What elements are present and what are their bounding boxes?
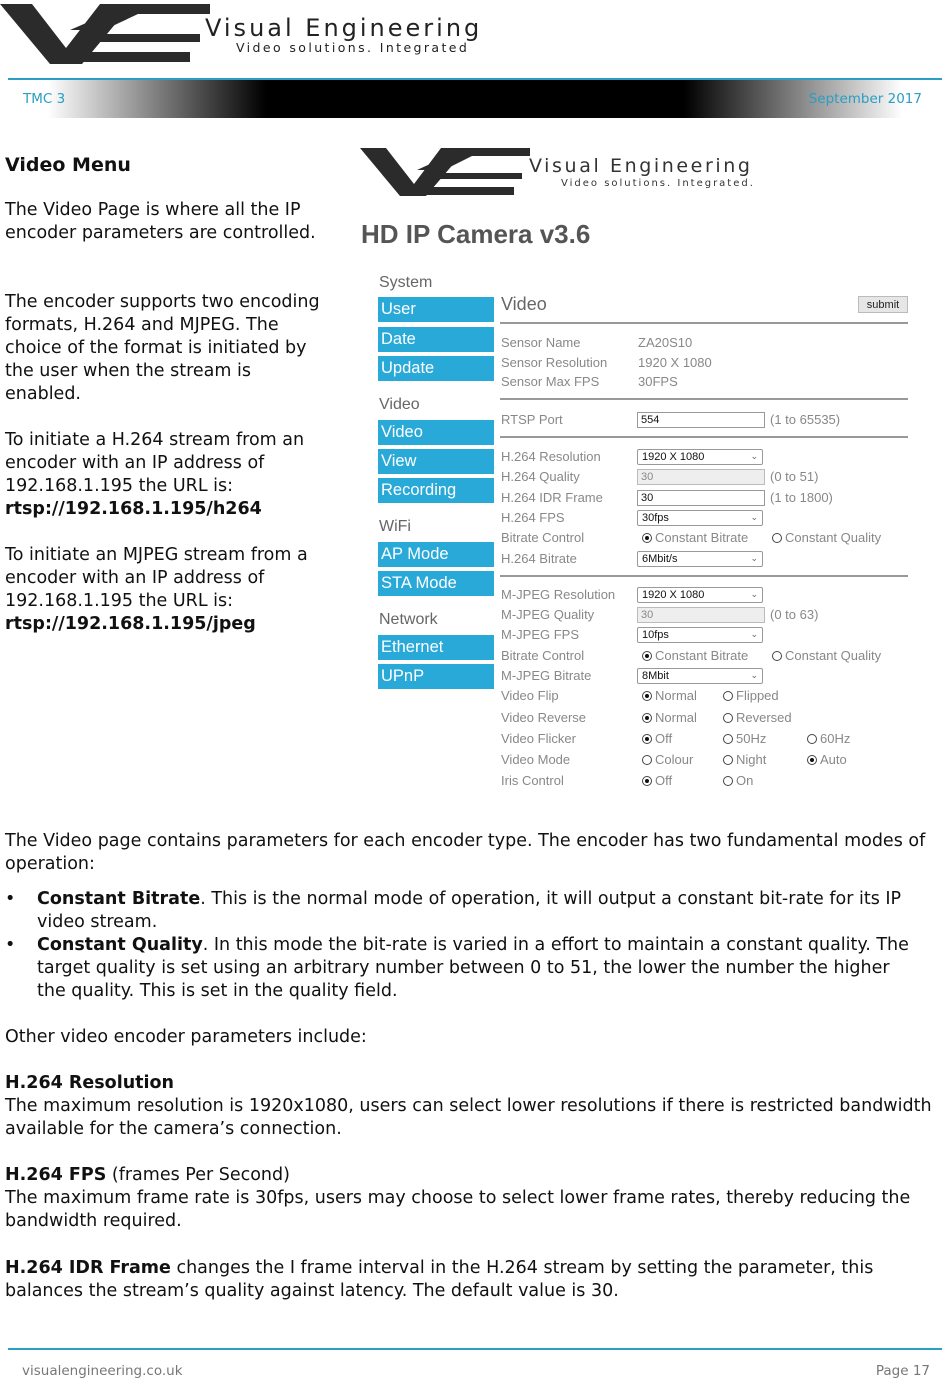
- chevron-down-icon: ⌄: [750, 589, 758, 599]
- radio-label: 50Hz: [736, 731, 767, 746]
- nav-item-date[interactable]: Date: [378, 327, 494, 352]
- radio-unselected-icon: [807, 734, 817, 744]
- nav-group-video: Video: [379, 396, 420, 413]
- radio-label: Constant Quality: [785, 648, 882, 663]
- radio-label: Constant Bitrate: [655, 648, 749, 663]
- radio-label: Off: [655, 773, 673, 788]
- chevron-down-icon: ⌄: [750, 670, 758, 680]
- sensor-fps-label: Sensor Max FPS: [501, 374, 600, 389]
- nav-item-update[interactable]: Update: [378, 356, 494, 381]
- h264-url: rtsp://192.168.1.195/h264: [5, 499, 262, 519]
- chevron-down-icon: ⌄: [750, 512, 758, 522]
- radio-unselected-icon: [723, 713, 733, 723]
- h264-resolution-heading: H.264 Resolution: [5, 1073, 175, 1093]
- bullet-constant-bitrate: [37, 888, 917, 934]
- mode-auto-radio[interactable]: [807, 752, 847, 767]
- h264-bitrate-selected: 6Mbit/s: [642, 553, 678, 565]
- paragraph-h264: [5, 429, 325, 521]
- mode-colour-radio[interactable]: [642, 752, 693, 767]
- bullet-icon: •: [5, 935, 16, 955]
- paragraph-mjpeg: [5, 544, 325, 636]
- sensor-name-value: ZA20S10: [638, 335, 693, 350]
- radio-label: Reversed: [736, 710, 792, 725]
- mjpeg-fps-selected: 10fps: [642, 629, 669, 641]
- video-reverse-label: Video Reverse: [501, 710, 587, 725]
- radio-selected-icon: [642, 713, 652, 723]
- mjpeg-resolution-selected: 1920 X 1080: [642, 589, 705, 601]
- paragraph-modes-intro: The Video page contains parameters for each encoder type. The encoder has two fundamental modes of operation:: [5, 831, 926, 874]
- radio-unselected-icon: [642, 755, 652, 765]
- radio-selected-icon: [807, 755, 817, 765]
- h264-idr-label: H.264 IDR Frame: [501, 490, 603, 505]
- radio-label: Flipped: [736, 688, 779, 703]
- sensor-name-label: Sensor Name: [501, 335, 581, 350]
- h264-quality-hint: (0 to 51): [770, 469, 819, 484]
- nav-item-sta-mode[interactable]: STA Mode: [378, 571, 494, 596]
- h264-fps-select[interactable]: [637, 510, 763, 526]
- nav-group-wifi: WiFi: [379, 518, 411, 535]
- chevron-down-icon: ⌄: [750, 451, 758, 461]
- radio-unselected-icon: [723, 755, 733, 765]
- chevron-down-icon: ⌄: [750, 553, 758, 563]
- h264-fps-label: H.264 FPS: [501, 510, 565, 525]
- brand-subtitle: Video solutions. Integrated: [236, 40, 470, 55]
- flip-flipped-radio[interactable]: [723, 688, 779, 703]
- page-number: Page 17: [875, 1363, 930, 1379]
- mjpeg-constant-bitrate-radio[interactable]: [642, 648, 748, 663]
- document-name: TMC 3: [23, 91, 66, 107]
- mjpeg-constant-quality-radio[interactable]: [772, 648, 881, 663]
- radio-label: Night: [736, 752, 767, 767]
- mjpeg-bitrate-select[interactable]: [637, 668, 763, 684]
- term-constant-quality: Constant Quality: [37, 935, 203, 955]
- h264-resolution-selected: 1920 X 1080: [642, 451, 705, 463]
- h264-quality-input[interactable]: 30: [637, 469, 765, 485]
- radio-selected-icon: [642, 691, 652, 701]
- reverse-normal-radio[interactable]: [642, 710, 697, 725]
- mjpeg-bitrate-label: M-JPEG Bitrate: [501, 668, 592, 683]
- brand-title: Visual Engineering: [205, 14, 483, 42]
- h264-constant-bitrate-radio[interactable]: [642, 530, 748, 545]
- video-flicker-label: Video Flicker: [501, 731, 576, 746]
- sensor-resolution-value: 1920 X 1080: [638, 355, 712, 370]
- camera-title: HD IP Camera v3.6: [361, 219, 591, 249]
- mjpeg-fps-select[interactable]: [637, 627, 763, 643]
- mjpeg-quality-hint: (0 to 63): [770, 607, 819, 622]
- nav-item-view[interactable]: View: [378, 449, 494, 474]
- divider: [500, 436, 908, 438]
- mjpeg-quality-label: M-JPEG Quality: [501, 607, 595, 622]
- radio-selected-icon: [642, 776, 652, 786]
- h264-fps-heading-suffix: (frames Per Second): [106, 1165, 290, 1185]
- iris-control-label: Iris Control: [501, 773, 564, 788]
- nav-item-upnp[interactable]: UPnP: [378, 664, 494, 689]
- mjpeg-resolution-label: M-JPEG Resolution: [501, 587, 616, 602]
- radio-label: Normal: [655, 710, 697, 725]
- radio-label: Constant Bitrate: [655, 530, 749, 545]
- h264-resolution-label: H.264 Resolution: [501, 449, 601, 464]
- radio-unselected-icon: [723, 691, 733, 701]
- mjpeg-bitrate-control-label: Bitrate Control: [501, 648, 585, 663]
- mjpeg-fps-label: M-JPEG FPS: [501, 627, 580, 642]
- nav-item-user[interactable]: User: [378, 297, 494, 322]
- section-h264-fps: [5, 1164, 935, 1233]
- radio-label: Auto: [820, 752, 847, 767]
- sensor-resolution-label: Sensor Resolution: [501, 355, 608, 370]
- h264-idr-input[interactable]: 30: [637, 490, 765, 506]
- flicker-60hz-radio[interactable]: [807, 731, 850, 746]
- nav-item-video[interactable]: Video: [378, 420, 494, 445]
- nav-group-network: Network: [379, 611, 438, 628]
- rtsp-port-hint: (1 to 65535): [770, 412, 841, 427]
- radio-label: Off: [655, 731, 673, 746]
- sensor-fps-value: 30FPS: [638, 374, 678, 389]
- flip-normal-radio[interactable]: [642, 688, 697, 703]
- video-section-title: Video: [501, 294, 547, 314]
- desc-constant-bitrate: . This is the normal mode of operation, it will output a constant bit-rate for its IP video stream.: [37, 889, 902, 932]
- h264-instruction: To initiate a H.264 stream from an encoder with an IP address of 192.168.1.195 the URL is:: [5, 430, 305, 496]
- bullet-constant-quality: [37, 934, 917, 1003]
- divider: [500, 575, 908, 577]
- panel-brand-title: Visual Engineering: [529, 155, 753, 177]
- radio-label: On: [736, 773, 754, 788]
- chevron-down-icon: ⌄: [750, 629, 758, 639]
- footer-website: visualengineering.co.uk: [22, 1363, 183, 1379]
- flicker-off-radio[interactable]: [642, 731, 672, 746]
- term-constant-bitrate: Constant Bitrate: [37, 889, 201, 909]
- panel-brand-logo: [360, 146, 530, 198]
- paragraph-other-params: Other video encoder parameters include:: [5, 1027, 367, 1047]
- h264-quality-label: H.264 Quality: [501, 469, 580, 484]
- mjpeg-bitrate-selected: 8Mbit: [642, 670, 669, 682]
- radio-label: Constant Quality: [785, 530, 882, 545]
- panel-brand-subtitle: Video solutions. Integrated.: [561, 178, 755, 189]
- radio-selected-icon: [642, 533, 652, 543]
- mode-night-radio[interactable]: [723, 752, 766, 767]
- h264-fps-text: The maximum frame rate is 30fps, users may choose to select lower frame rates, thereby reducing the bandwidth required.: [5, 1188, 911, 1231]
- mjpeg-instruction: To initiate an MJPEG stream from a encoder with an IP address of 192.168.1.195 the URL is:: [5, 545, 308, 611]
- h264-bitrate-label: H.264 Bitrate: [501, 551, 577, 566]
- radio-label: Colour: [655, 752, 694, 767]
- h264-resolution-select[interactable]: [637, 449, 763, 465]
- document-date: September 2017: [808, 91, 922, 107]
- rtsp-port-label: RTSP Port: [501, 412, 563, 427]
- iris-on-radio[interactable]: [723, 773, 753, 788]
- h264-bitrate-select[interactable]: [637, 551, 763, 567]
- reverse-reversed-radio[interactable]: [723, 710, 792, 725]
- nav-item-ethernet[interactable]: Ethernet: [378, 635, 494, 660]
- divider: [500, 322, 908, 324]
- brand-logo: [0, 0, 210, 66]
- h264-resolution-text: The maximum resolution is 1920x1080, users can select lower resolutions if there is restricted bandwidth available for the camera’s connection.: [5, 1096, 932, 1139]
- video-flip-label: Video Flip: [501, 688, 559, 703]
- bullet-icon: •: [5, 889, 16, 909]
- h264-fps-selected: 30fps: [642, 512, 669, 524]
- radio-selected-icon: [642, 651, 652, 661]
- radio-selected-icon: [642, 734, 652, 744]
- radio-unselected-icon: [772, 651, 782, 661]
- section-h264-idr: [5, 1257, 935, 1303]
- h264-fps-heading: H.264 FPS: [5, 1165, 107, 1185]
- iris-off-radio[interactable]: [642, 773, 672, 788]
- footer-rule: [8, 1348, 942, 1350]
- section-h264-resolution: [5, 1072, 935, 1141]
- flicker-50hz-radio[interactable]: [723, 731, 766, 746]
- radio-unselected-icon: [772, 533, 782, 543]
- paragraph-formats: The encoder supports two encoding formats, H.264 and MJPEG. The choice of the format is initiated by the user when the stream is enabled.: [5, 292, 320, 404]
- mjpeg-quality-input[interactable]: 30: [637, 607, 765, 623]
- radio-unselected-icon: [723, 776, 733, 786]
- divider: [500, 398, 908, 400]
- nav-item-recording[interactable]: Recording: [378, 478, 494, 503]
- h264-constant-quality-radio[interactable]: [772, 530, 881, 545]
- submit-button[interactable]: submit: [858, 296, 908, 313]
- rtsp-port-input[interactable]: 554: [637, 412, 765, 428]
- radio-label: 60Hz: [820, 731, 851, 746]
- bitrate-control-label: Bitrate Control: [501, 530, 585, 545]
- h264-idr-hint: (1 to 1800): [770, 490, 833, 505]
- h264-idr-text: changes the I frame interval in the H.264 stream by setting the parameter, this balances the stream’s quality against latency. The default value is 30.: [5, 1258, 874, 1301]
- paragraph-intro: The Video Page is where all the IP encoder parameters are controlled.: [5, 200, 316, 243]
- nav-item-ap-mode[interactable]: AP Mode: [378, 542, 494, 567]
- mjpeg-url: rtsp://192.168.1.195/jpeg: [5, 614, 256, 634]
- mjpeg-resolution-select[interactable]: [637, 587, 763, 603]
- h264-idr-heading: H.264 IDR Frame: [5, 1258, 171, 1278]
- nav-group-system: System: [379, 274, 433, 291]
- radio-label: Normal: [655, 688, 697, 703]
- section-heading: Video Menu: [5, 154, 131, 176]
- desc-constant-quality: . In this mode the bit-rate is varied in a effort to maintain a constant quality. The target quality is set using an arbitrary number between 0 to 51, the lower the number the higher the quality. This is set in the quality field.: [37, 935, 909, 1001]
- header-band: [0, 80, 950, 118]
- video-mode-label: Video Mode: [501, 752, 571, 767]
- radio-unselected-icon: [723, 734, 733, 744]
